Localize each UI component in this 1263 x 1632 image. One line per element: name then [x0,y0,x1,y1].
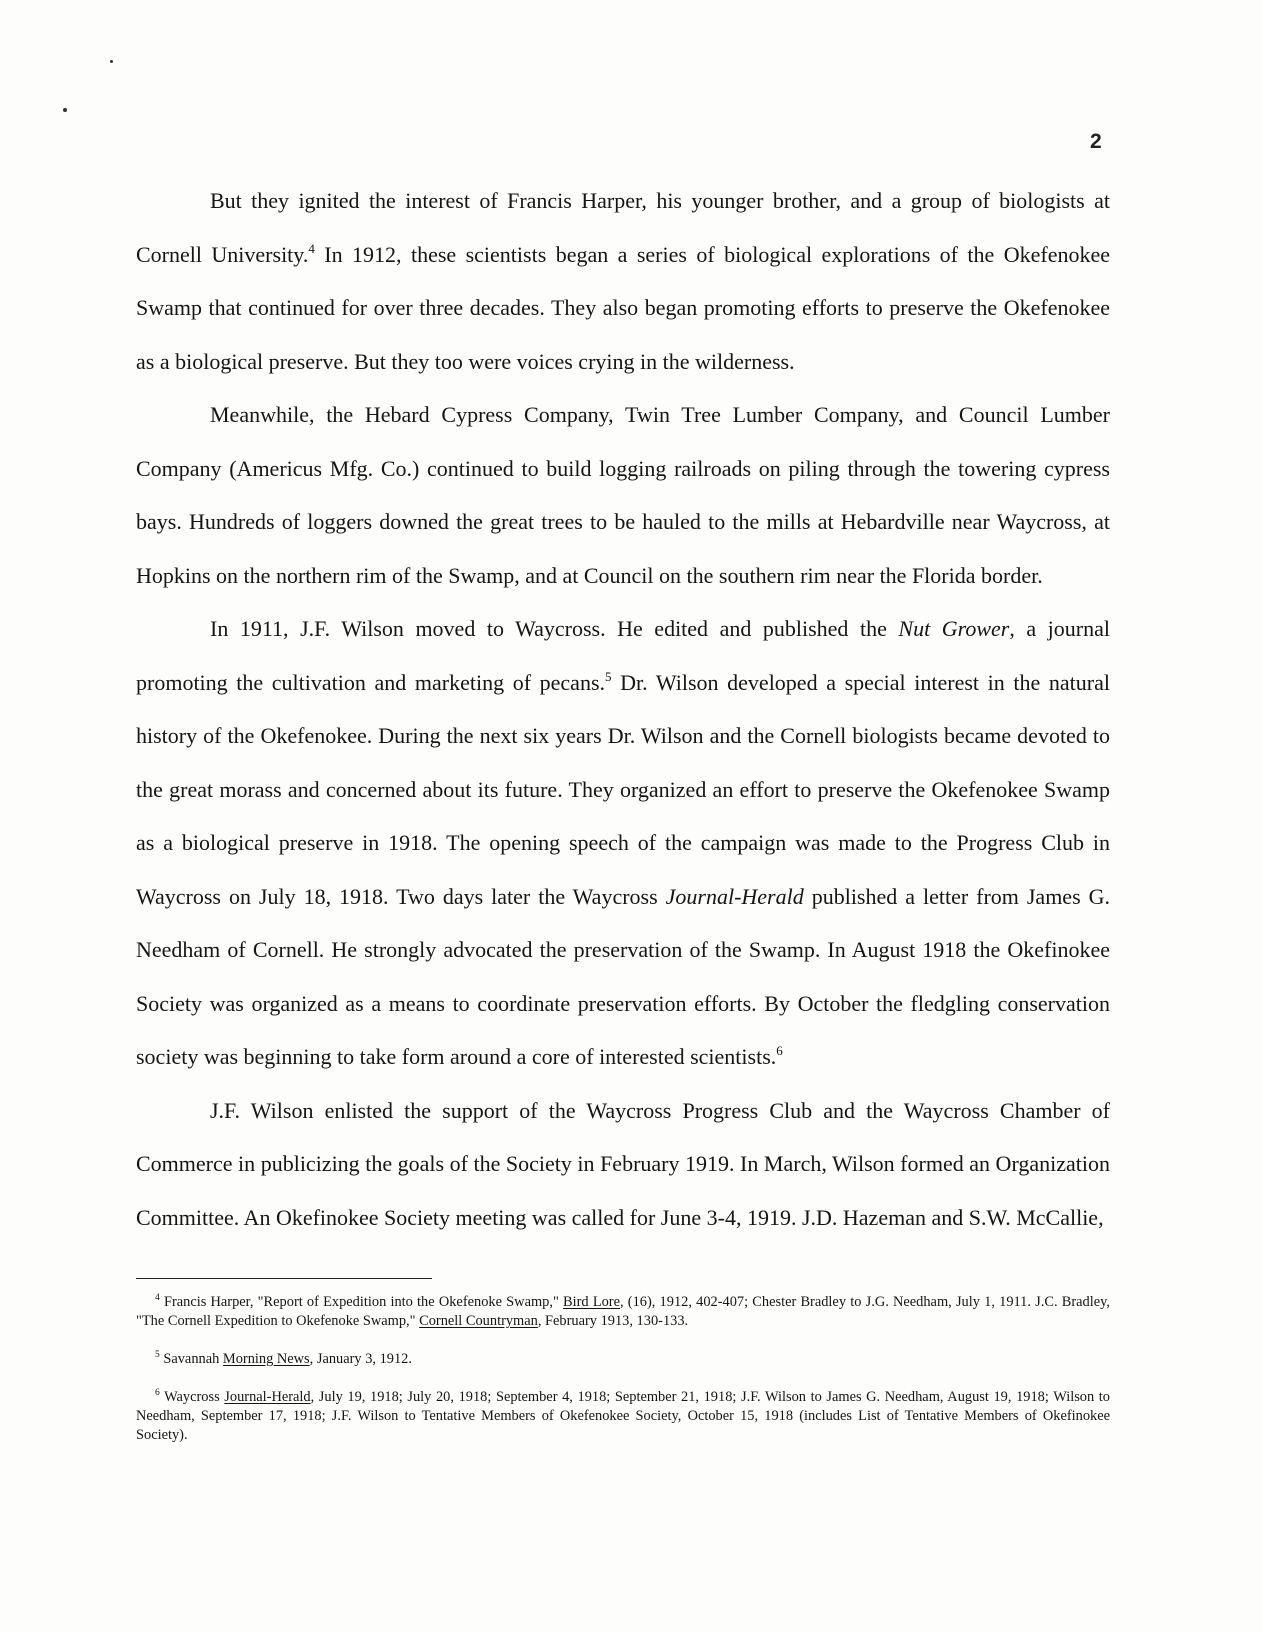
footnote-reference: 4 [155,1293,160,1303]
underlined-title: Bird Lore [563,1294,620,1310]
text-run: , a journal promoting the cultivation and marketing of pecans. [136,616,1110,695]
footnote [136,1293,1110,1331]
text-run: , (16), 1912, 402-407; Chester Bradley to J.G. Needham, July 1, 1911. J.C. Bradley, "The Cornell Expedition to Okefenoke Swamp," [136,1294,1110,1329]
body-text [136,174,1110,1244]
scan-speck [63,108,67,112]
footnote-reference: 5 [155,1350,160,1360]
paragraph [136,1084,1110,1245]
text-run: Francis Harper, "Report of Expedition into the Okefenoke Swamp," [159,1294,564,1310]
footnote-reference: 4 [308,240,315,256]
text-run: In 1911, J.F. Wilson moved to Waycross. He edited and published the [210,616,899,641]
text-run: J.F. Wilson enlisted the support of the Waycross Progress Club and the Waycross Chamber of Commerce in publicizing the goals of the Society in February 1919. In March, Wilson formed an Organization Committee. An Okefinokee Society meeting was called for June 3-4, 1919. J.D. Hazeman and S.W. McCallie, [136,1097,1110,1230]
footnote [136,1350,1110,1369]
footnote-reference: 6 [776,1043,783,1058]
paragraph [136,174,1110,388]
footnote-separator [136,1278,432,1279]
text-run: Meanwhile, the Hebard Cypress Company, Twin Tree Lumber Company, and Council Lumber Company (Americus Mfg. Co.) continued to build logging railroads on piling through the towering cypress bays. Hundreds of loggers downed the great trees to be hauled to the mills at Hebardville near Waycross, at Hopkins on the northern rim of the Swamp, and at Council on the southern rim near the Florida border. [136,402,1110,588]
text-run: published a letter from James G. Needham of Cornell. He strongly advocated the preservation of the Swamp. In August 1918 the Okefinokee Society was organized as a means to coordinate preservation efforts. By October the fledgling conservation society was beginning to take form around a core of interested scientists. [136,883,1110,1069]
text-run: In 1912, these scientists began a series of biological explorations of the Okefenokee Swamp that continued for over three decades. They also began promoting efforts to preserve the Okefenokee as a biological preserve. But they too were voices crying in the wilderness. [136,241,1110,374]
paragraph [136,388,1110,602]
text-run: Savannah [159,1351,223,1367]
underlined-title: Morning News [222,1351,310,1367]
italic-title: Journal-Herald [665,883,804,909]
text-run: , February 1913, 130-133. [537,1313,689,1329]
text-run: , January 3, 1912. [309,1351,412,1367]
italic-title: Nut Grower [898,616,1010,641]
footnote-reference: 6 [155,1388,160,1398]
scan-speck [110,60,113,63]
footnotes [136,1293,1110,1464]
page-number: 2 [1090,130,1102,153]
underlined-title: Journal-Herald [224,1389,311,1405]
text-run: But they ignited the interest of Francis Harper, his younger brother, and a group of biologists at Cornell University. [136,188,1110,267]
footnote [136,1388,1110,1445]
underlined-title: Cornell Countryman [419,1313,538,1329]
text-run: , July 19, 1918; July 20, 1918; September 4, 1918; September 21, 1918; J.F. Wilson to James G. Needham, August 19, 1918; Wilson to Needham, September 17, 1918; J.F. Wilson to Tentative Members of Okefenokee Society, October 15, 1918 (includes List of Tentative Members of Okefinokee Society). [136,1389,1110,1443]
paragraph [136,602,1110,1084]
text-run: Waycross [159,1389,225,1405]
text-run: Dr. Wilson developed a special interest in the natural history of the Okefenokee. During the next six years Dr. Wilson and the Cornell biologists became devoted to the great morass and concerned about its future. They organized an effort to preserve the Okefenokee Swamp as a biological preserve in 1918. The opening speech of the campaign was made to the Progress Club in Waycross on July 18, 1918. Two days later the Waycross [136,669,1110,909]
footnote-reference: 5 [605,668,612,684]
